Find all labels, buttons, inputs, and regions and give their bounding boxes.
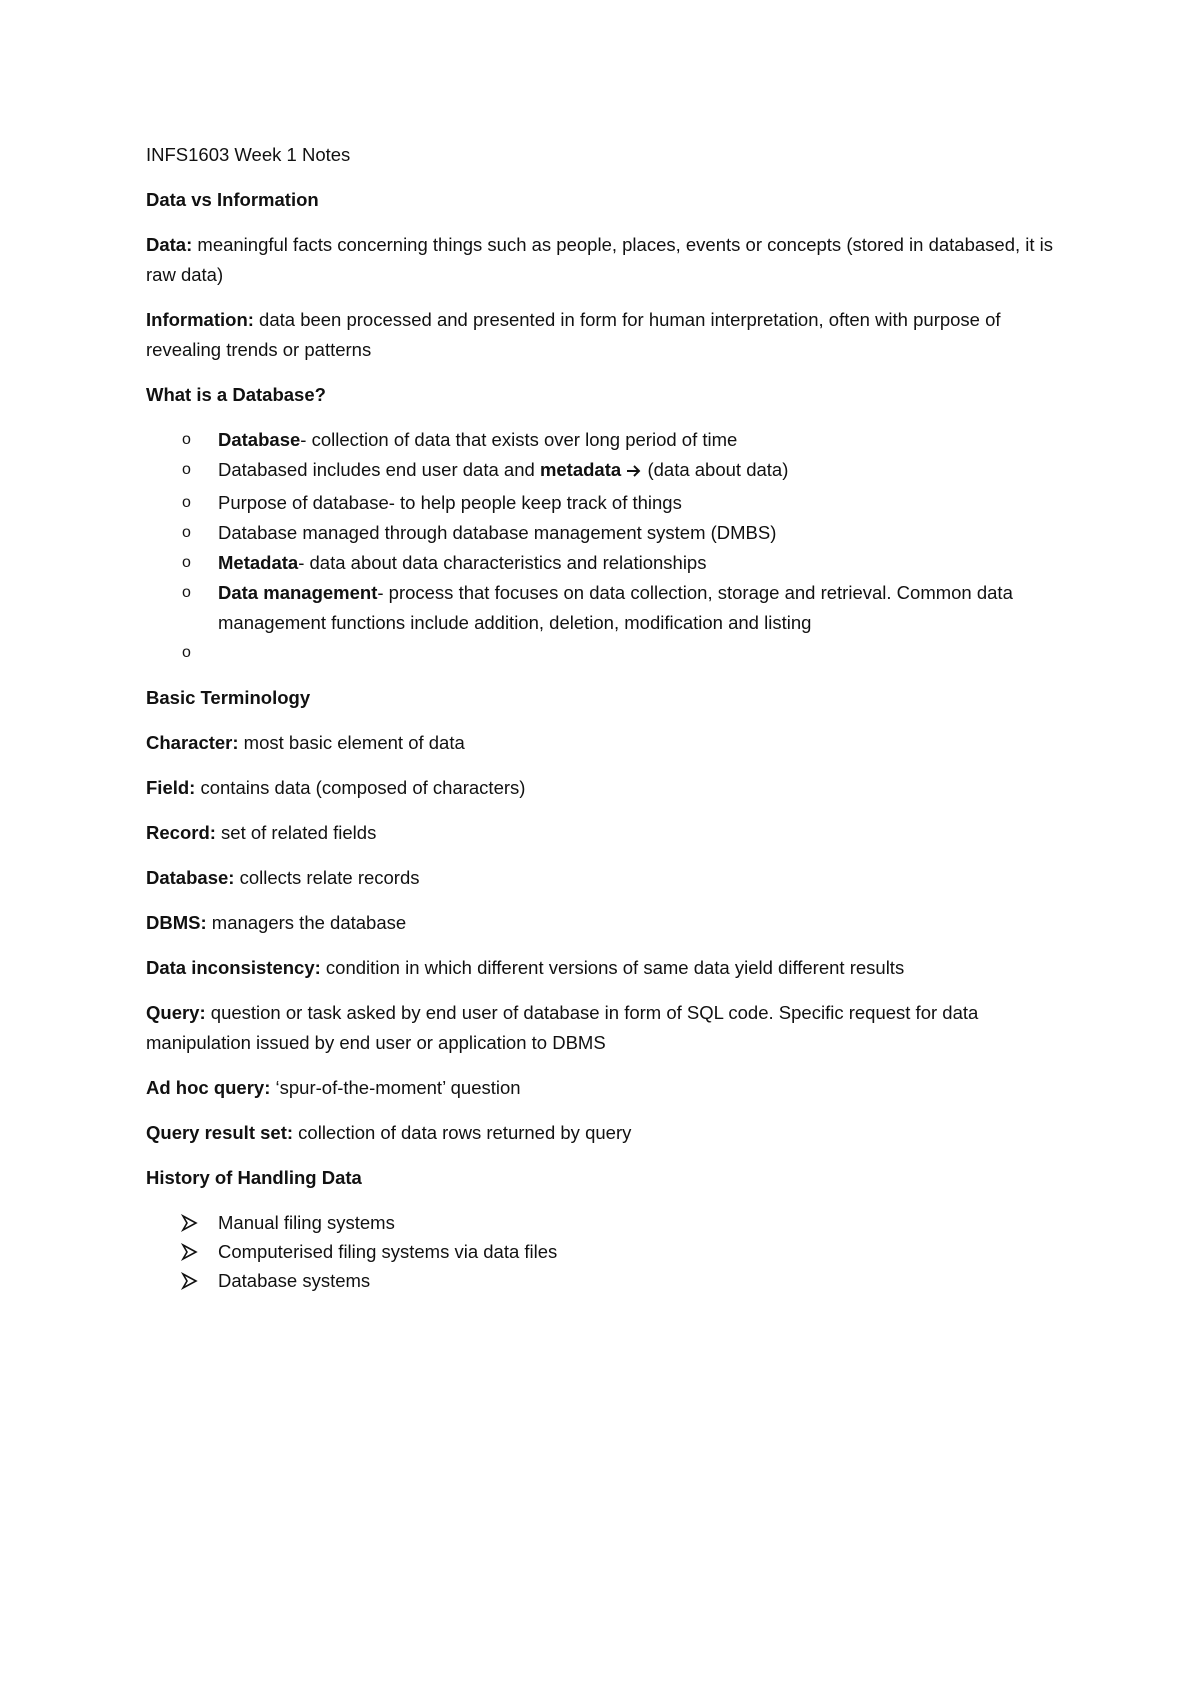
list-item: [218, 1208, 1066, 1237]
list-item-text: Database systems: [218, 1270, 371, 1291]
term-label: Data inconsistency:: [146, 957, 321, 978]
term-information: Information:: [146, 309, 254, 330]
list-item: [182, 488, 1066, 518]
list-item-text: - process that focuses on data collection, storage and retrieval. Common data management functions include addition, deletion, modification and listing: [218, 582, 1013, 633]
definition-text: collection of data rows returned by query: [293, 1122, 632, 1143]
database-bullet-list: [146, 425, 1066, 668]
term-label: Database:: [146, 867, 235, 888]
term-database: Database: [218, 429, 301, 450]
term-label: Query result set:: [146, 1122, 294, 1143]
list-item-text: Database managed through database management system (DMBS): [218, 522, 777, 543]
definition-text: contains data (composed of characters): [195, 777, 526, 798]
term-data-management: Data management: [218, 582, 378, 603]
definition-row: [146, 818, 1066, 848]
list-item-text: Purpose of database- to help people keep track of things: [218, 492, 682, 513]
definition-row: [146, 728, 1066, 758]
circle-bullet-icon: o: [182, 461, 191, 478]
list-item: [182, 455, 1066, 488]
definition-text: managers the database: [206, 912, 407, 933]
definition-text: ‘spur-of-the-moment’ question: [270, 1077, 521, 1098]
heading-basic-terminology: Basic Terminology: [146, 687, 311, 708]
term-metadata-def: Metadata: [218, 552, 299, 573]
definition-text: question or task asked by end user of database in form of SQL code. Specific request for data manipulation issued by end user or application to DBMS: [146, 1002, 979, 1053]
list-item: [218, 1266, 1066, 1295]
heading-data-vs-information: Data vs Information: [146, 189, 319, 210]
list-item: [218, 1237, 1066, 1266]
term-label: DBMS:: [146, 912, 207, 933]
term-metadata: metadata: [539, 459, 622, 480]
definition-text: collects relate records: [234, 867, 420, 888]
list-item-text: Databased includes end user data and: [218, 459, 540, 480]
document-title: INFS1603 Week 1 Notes: [146, 144, 351, 165]
circle-bullet-icon: o: [182, 494, 191, 511]
circle-bullet-icon: o: [182, 644, 191, 661]
term-label: Query:: [146, 1002, 206, 1023]
list-item-text: (data about data): [642, 459, 789, 480]
heading-what-is-a-database: What is a Database?: [146, 384, 326, 405]
term-label: Field:: [146, 777, 196, 798]
list-item: [182, 578, 1066, 638]
list-item: [182, 548, 1066, 578]
definition-row: [146, 773, 1066, 803]
arrowhead-bullet-icon: [180, 1266, 200, 1295]
circle-bullet-icon: o: [182, 584, 191, 601]
definition-data-text: meaningful facts concerning things such as people, places, events or concepts (stored in databased, it is raw data): [146, 234, 1054, 285]
circle-bullet-icon: o: [182, 554, 191, 571]
term-label: Record:: [146, 822, 216, 843]
history-bullet-list: [146, 1208, 1066, 1295]
definition-information: [146, 305, 1066, 365]
definition-row: [146, 863, 1066, 893]
right-arrow-icon: [626, 458, 642, 488]
list-item-text: Manual filing systems: [218, 1212, 395, 1233]
circle-bullet-icon: o: [182, 524, 191, 541]
definition-text: condition in which different versions of same data yield different results: [320, 957, 905, 978]
definition-information-text: data been processed and presented in form for human interpretation, often with purpose of revealing trends or patterns: [146, 309, 1001, 360]
list-item: [182, 425, 1066, 455]
definition-row: [146, 908, 1066, 938]
arrowhead-bullet-icon: [180, 1208, 200, 1237]
definition-data: [146, 230, 1066, 290]
document-page: [146, 140, 1066, 1295]
list-item-text: Computerised filing systems via data files: [218, 1241, 558, 1262]
definition-row: [146, 1073, 1066, 1103]
term-label: Ad hoc query:: [146, 1077, 271, 1098]
list-item-text: - data about data characteristics and relationships: [298, 552, 707, 573]
definition-row: [146, 1118, 1066, 1148]
list-item: [182, 638, 1066, 668]
definition-row: [146, 998, 1066, 1058]
definition-text: set of related fields: [215, 822, 377, 843]
circle-bullet-icon: o: [182, 431, 191, 448]
arrowhead-bullet-icon: [180, 1237, 200, 1266]
definition-row: [146, 953, 1066, 983]
term-label: Character:: [146, 732, 239, 753]
definition-text: most basic element of data: [238, 732, 465, 753]
heading-history-of-handling-data: History of Handling Data: [146, 1167, 362, 1188]
list-item: [182, 518, 1066, 548]
term-data: Data:: [146, 234, 193, 255]
list-item-text: - collection of data that exists over long period of time: [300, 429, 738, 450]
